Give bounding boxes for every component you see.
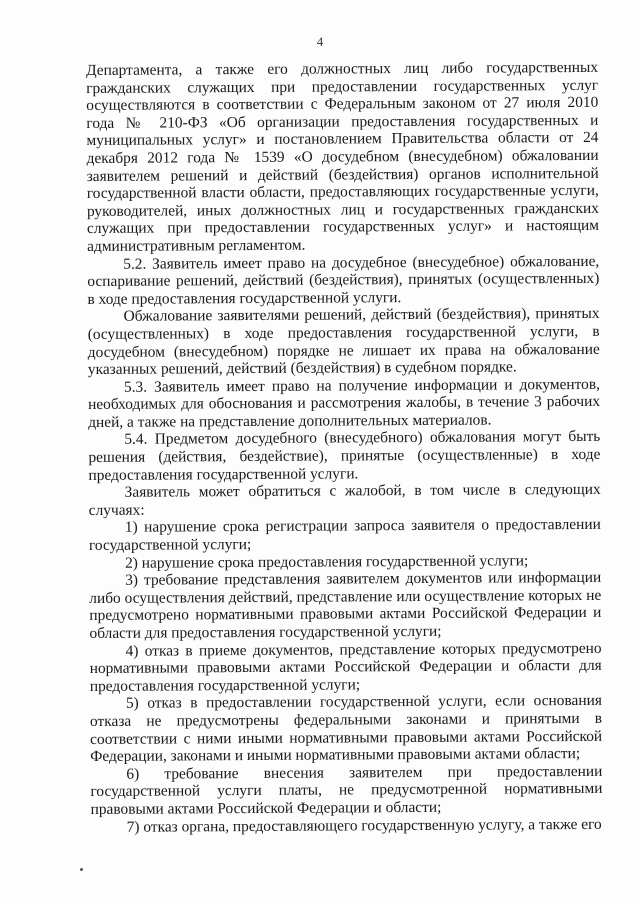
list-item-7: 7) отказ органа, предоставляющего государственную услугу, а также его (126, 815, 602, 836)
paragraph-continuation: Департамента, а также его должностных лиц либо государственных гражданских служащих при предоставлении государственных услуг осуществляются в соответствии с Федеральным законом от 27 июля 2010 года № 210-ФЗ «Об организации предоставления государственных и муниципальных услуг» и постановлением Правительства области от 24 декабря 2012 года № 1539 «О досудебном (внесудебном) обжаловании заявителем решений и действий (бездействия) органов исполнительной государственной власти области, предоставляющих государственные услуги, руководителей, иных должностных лиц и государственных гражданских служащих при предоставлении государственных услуг» и настоящим административным регламентом. (86, 58, 600, 255)
scan-speck (80, 868, 83, 871)
paragraph-5-2: 5.2. Заявитель имеет право на досудебное (внесудебное) обжалование, оспаривание решений, действий (бездействия), принятых (осуществленных) в ходе предоставления государственной услуги. (87, 252, 600, 308)
page-number: 4 (316, 34, 324, 49)
list-item-4: 4) отказ в приеме документов, представление которых предусмотрено нормативными правовыми актами Российской Федерации и области для предоставления государственной услуги; (89, 639, 602, 695)
paragraph-appeal-note: Обжалование заявителями решений, действий (бездействия), принятых (осуществленных) в ходе предоставления государственной услуги, в досудебном (внесудебном) порядке не лишает их права на обжалование указанных решений, действий (бездействия) в судебном порядке. (87, 305, 600, 379)
list-item-2: 2) нарушение срока предоставления государственной услуги; (125, 551, 529, 572)
list-item-3: 3) требование представления заявителем документов или информации либо осуществления действий, представление или осуществление которых не предусмотрено нормативными правовыми актами Российской Федерации и области для предоставления государственной услуги; (89, 569, 602, 642)
paragraph-5-4: 5.4. Предметом досудебного (внесудебного) обжалования могут быть решения (действия, бездействие), принятые (осуществленные) в ходе предоставления государственной услуги. (88, 428, 601, 484)
document-body (86, 59, 603, 836)
list-item-1: 1) нарушение срока регистрации запроса заявителя о предоставлении государственной услуги; (88, 516, 601, 555)
list-item-5: 5) отказ в предоставлении государственной услуги, если основания отказа не предусмотрены федеральными законами и принятыми в соответствии с ними иными нормативными правовыми актами Российской Федерации, законами и иными нормативными правовыми актами области; (89, 692, 603, 766)
paragraph-complaint-cases: Заявитель может обратиться с жалобой, в том числе в следующих случаях: (88, 481, 601, 519)
list-item-6: 6) требование внесения заявителем при предоставлении государственной услуги платы, не предусмотренной нормативными правовыми актами Российской Федерации и области; (90, 762, 603, 818)
paragraph-5-3: 5.3. Заявитель имеет право на получение информации и документов, необходимых для обоснования и рассмотрения жалобы, в течение 3 рабочих дней, а также на представление дополнительных материалов. (88, 375, 601, 431)
